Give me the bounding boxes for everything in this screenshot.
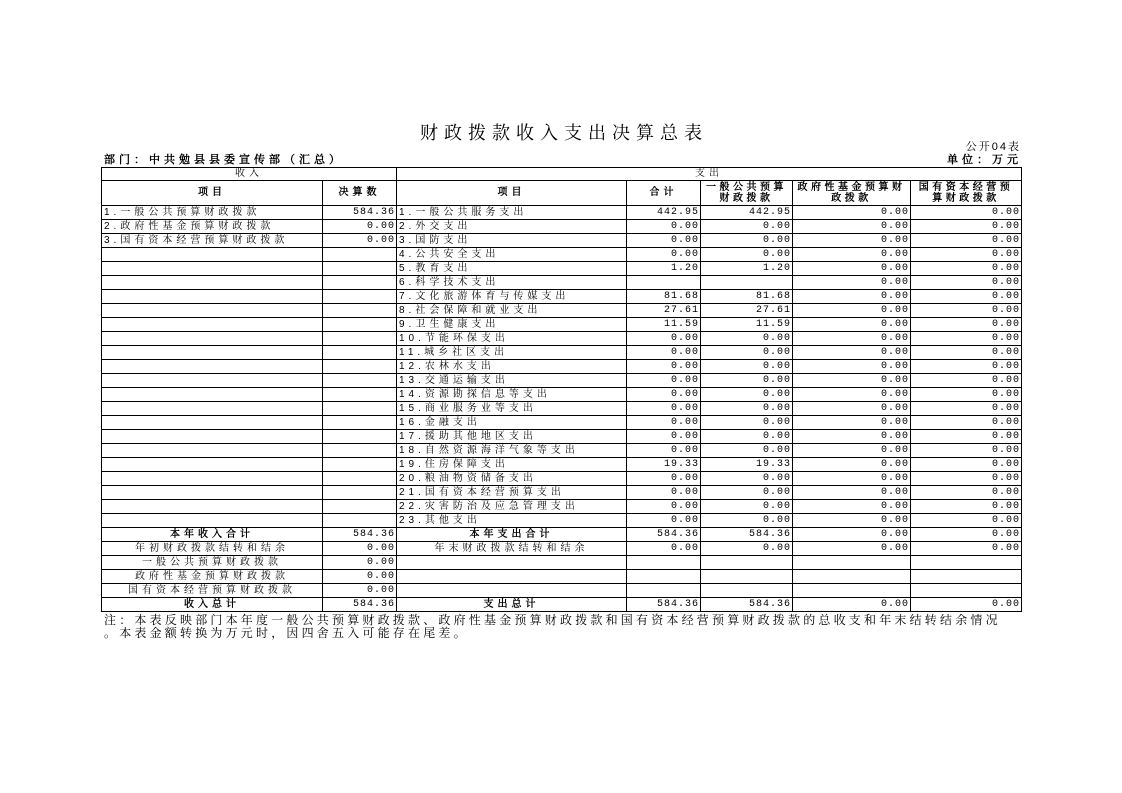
carryover-breakdown-row bbox=[102, 556, 1022, 570]
expense-fund-budget: 0.00 bbox=[793, 248, 911, 262]
expense-subtotal-general: 584.36 bbox=[701, 528, 793, 542]
expense-general-budget: 81.68 bbox=[701, 290, 793, 304]
expense-subtotal-total: 584.36 bbox=[627, 528, 701, 542]
expense-total: 0.00 bbox=[627, 430, 701, 444]
col-fund-budget bbox=[793, 181, 911, 206]
expense-general-budget: 0.00 bbox=[701, 234, 793, 248]
expense-total: 1.20 bbox=[627, 262, 701, 276]
income-item bbox=[102, 290, 323, 304]
expense-total: 0.00 bbox=[627, 388, 701, 402]
empty-cell bbox=[793, 556, 911, 570]
col-income-item: 项目 bbox=[102, 181, 323, 206]
grand-total-row bbox=[102, 598, 1022, 612]
expense-total: 0.00 bbox=[627, 402, 701, 416]
col-general-budget bbox=[701, 181, 793, 206]
income-item bbox=[102, 486, 323, 500]
income-amount bbox=[323, 402, 397, 416]
expense-general-budget bbox=[701, 276, 793, 290]
expense-state-capital-budget: 0.00 bbox=[911, 262, 1022, 276]
expense-state-capital-budget: 0.00 bbox=[911, 402, 1022, 416]
expense-grand-general: 584.36 bbox=[701, 598, 793, 612]
income-item bbox=[102, 430, 323, 444]
expense-general-budget: 1.20 bbox=[701, 262, 793, 276]
expense-fund-budget: 0.00 bbox=[793, 458, 911, 472]
income-amount bbox=[323, 486, 397, 500]
income-item bbox=[102, 304, 323, 318]
expense-general-budget: 0.00 bbox=[701, 346, 793, 360]
table-row bbox=[102, 220, 1022, 234]
expense-state-capital-budget: 0.00 bbox=[911, 500, 1022, 514]
empty-cell bbox=[793, 570, 911, 584]
income-total-amount: 584.36 bbox=[323, 598, 397, 612]
income-amount bbox=[323, 472, 397, 486]
income-item bbox=[102, 500, 323, 514]
expense-fund-budget: 0.00 bbox=[793, 206, 911, 220]
income-amount bbox=[323, 374, 397, 388]
footnote-line-2: 。本表金额转换为万元时，因四舍五入可能存在尾差。 bbox=[104, 626, 469, 640]
income-item bbox=[102, 346, 323, 360]
expense-item: 2.外交支出 bbox=[397, 220, 627, 234]
expense-subtotal-label: 本年支出合计 bbox=[397, 528, 627, 542]
expense-state-capital-budget: 0.00 bbox=[911, 346, 1022, 360]
income-item bbox=[102, 472, 323, 486]
income-item bbox=[102, 248, 323, 262]
income-amount bbox=[323, 416, 397, 430]
expense-fund-budget: 0.00 bbox=[793, 500, 911, 514]
col-total: 合计 bbox=[627, 181, 701, 206]
expense-state-capital-budget: 0.00 bbox=[911, 416, 1022, 430]
income-amount: 0.00 bbox=[323, 220, 397, 234]
expense-general-budget: 0.00 bbox=[701, 374, 793, 388]
expense-fund-budget: 0.00 bbox=[793, 220, 911, 234]
carryover-breakdown-label: 一般公共预算财政拨款 bbox=[102, 556, 323, 570]
table-row bbox=[102, 206, 1022, 220]
col-income-amount: 决算数 bbox=[323, 181, 397, 206]
empty-cell bbox=[701, 584, 793, 598]
expense-state-capital-budget: 0.00 bbox=[911, 360, 1022, 374]
table-row bbox=[102, 248, 1022, 262]
income-amount bbox=[323, 290, 397, 304]
expense-carryover-capital: 0.00 bbox=[911, 542, 1022, 556]
income-item bbox=[102, 318, 323, 332]
expense-state-capital-budget: 0.00 bbox=[911, 332, 1022, 346]
table-row bbox=[102, 402, 1022, 416]
expense-state-capital-budget: 0.00 bbox=[911, 248, 1022, 262]
expense-total: 0.00 bbox=[627, 416, 701, 430]
carryover-breakdown-amount: 0.00 bbox=[323, 584, 397, 598]
table-row bbox=[102, 500, 1022, 514]
expense-general-budget: 0.00 bbox=[701, 220, 793, 234]
expense-state-capital-budget: 0.00 bbox=[911, 388, 1022, 402]
carryover-breakdown-label: 政府性基金预算财政拨款 bbox=[102, 570, 323, 584]
expense-general-budget: 27.61 bbox=[701, 304, 793, 318]
expense-item: 3.国防支出 bbox=[397, 234, 627, 248]
income-amount bbox=[323, 248, 397, 262]
table-row bbox=[102, 360, 1022, 374]
expense-item: 6.科学技术支出 bbox=[397, 276, 627, 290]
income-item bbox=[102, 332, 323, 346]
expense-state-capital-budget: 0.00 bbox=[911, 430, 1022, 444]
expense-grand-capital: 0.00 bbox=[911, 598, 1022, 612]
expense-general-budget: 0.00 bbox=[701, 444, 793, 458]
expense-fund-budget: 0.00 bbox=[793, 416, 911, 430]
income-amount bbox=[323, 276, 397, 290]
income-item bbox=[102, 374, 323, 388]
expense-total: 0.00 bbox=[627, 360, 701, 374]
expense-general-budget: 442.95 bbox=[701, 206, 793, 220]
empty-cell bbox=[911, 570, 1022, 584]
expense-fund-budget: 0.00 bbox=[793, 472, 911, 486]
income-item bbox=[102, 458, 323, 472]
expense-total: 0.00 bbox=[627, 234, 701, 248]
expense-item: 19.住房保障支出 bbox=[397, 458, 627, 472]
expense-fund-budget: 0.00 bbox=[793, 276, 911, 290]
expense-general-budget: 0.00 bbox=[701, 248, 793, 262]
expense-fund-budget: 0.00 bbox=[793, 332, 911, 346]
carryover-breakdown-row bbox=[102, 570, 1022, 584]
expense-state-capital-budget: 0.00 bbox=[911, 486, 1022, 500]
income-amount bbox=[323, 332, 397, 346]
expense-fund-budget: 0.00 bbox=[793, 304, 911, 318]
expense-item: 20.粮油物资储备支出 bbox=[397, 472, 627, 486]
expense-total: 81.68 bbox=[627, 290, 701, 304]
expense-total: 0.00 bbox=[627, 444, 701, 458]
table-row bbox=[102, 374, 1022, 388]
expense-item: 15.商业服务业等支出 bbox=[397, 402, 627, 416]
expense-fund-budget: 0.00 bbox=[793, 262, 911, 276]
expense-total: 0.00 bbox=[627, 500, 701, 514]
header-row-columns bbox=[102, 181, 1022, 206]
expense-item: 12.农林水支出 bbox=[397, 360, 627, 374]
table-row bbox=[102, 472, 1022, 486]
income-item bbox=[102, 402, 323, 416]
carryover-breakdown-amount: 0.00 bbox=[323, 570, 397, 584]
table-row bbox=[102, 514, 1022, 528]
empty-cell bbox=[627, 556, 701, 570]
table-row bbox=[102, 346, 1022, 360]
income-item: 1.一般公共预算财政拨款 bbox=[102, 206, 323, 220]
income-total-label: 收入总计 bbox=[102, 598, 323, 612]
expense-item: 23.其他支出 bbox=[397, 514, 627, 528]
carryover-breakdown-row bbox=[102, 584, 1022, 598]
carryover-row bbox=[102, 542, 1022, 556]
income-item bbox=[102, 388, 323, 402]
expense-fund-budget: 0.00 bbox=[793, 430, 911, 444]
table-row bbox=[102, 276, 1022, 290]
empty-cell bbox=[911, 556, 1022, 570]
income-item: 2.政府性基金预算财政拨款 bbox=[102, 220, 323, 234]
col-state-capital-budget-line: 国有资本经营预 bbox=[918, 182, 1014, 193]
page-title: 财政拨款收入支出决算总表 bbox=[420, 123, 708, 143]
income-item bbox=[102, 262, 323, 276]
subtotal-row bbox=[102, 528, 1022, 542]
expense-state-capital-budget: 0.00 bbox=[911, 220, 1022, 234]
income-amount bbox=[323, 318, 397, 332]
income-amount bbox=[323, 346, 397, 360]
unit-label: 单位：万元 bbox=[947, 154, 1022, 166]
expense-grand-fund: 0.00 bbox=[793, 598, 911, 612]
expense-total: 0.00 bbox=[627, 332, 701, 346]
col-general-budget-line: 财政拨款 bbox=[719, 193, 774, 204]
expense-fund-budget: 0.00 bbox=[793, 346, 911, 360]
expense-subtotal-fund: 0.00 bbox=[793, 528, 911, 542]
expense-total: 0.00 bbox=[627, 374, 701, 388]
income-subtotal-amount: 584.36 bbox=[323, 528, 397, 542]
income-amount bbox=[323, 360, 397, 374]
expense-general-budget: 0.00 bbox=[701, 360, 793, 374]
expense-total: 19.33 bbox=[627, 458, 701, 472]
expense-state-capital-budget: 0.00 bbox=[911, 304, 1022, 318]
empty-cell bbox=[701, 556, 793, 570]
expense-state-capital-budget: 0.00 bbox=[911, 444, 1022, 458]
expense-total: 11.59 bbox=[627, 318, 701, 332]
income-amount bbox=[323, 388, 397, 402]
empty-cell bbox=[627, 584, 701, 598]
expense-total: 0.00 bbox=[627, 514, 701, 528]
income-carryover-amount: 0.00 bbox=[323, 542, 397, 556]
col-general-budget-line: 一般公共预算 bbox=[706, 182, 787, 193]
income-item bbox=[102, 416, 323, 430]
department-label: 部门：中共勉县县委宣传部（汇总） bbox=[104, 154, 344, 166]
expense-state-capital-budget: 0.00 bbox=[911, 234, 1022, 248]
expense-total: 0.00 bbox=[627, 248, 701, 262]
expense-fund-budget: 0.00 bbox=[793, 234, 911, 248]
expense-item: 1.一般公共服务支出 bbox=[397, 206, 627, 220]
expense-item: 21.国有资本经营预算支出 bbox=[397, 486, 627, 500]
income-amount bbox=[323, 304, 397, 318]
expense-item: 9.卫生健康支出 bbox=[397, 318, 627, 332]
expense-general-budget: 0.00 bbox=[701, 388, 793, 402]
table-row bbox=[102, 486, 1022, 500]
expense-fund-budget: 0.00 bbox=[793, 374, 911, 388]
expense-total: 0.00 bbox=[627, 472, 701, 486]
expense-state-capital-budget: 0.00 bbox=[911, 514, 1022, 528]
income-amount bbox=[323, 458, 397, 472]
expense-item: 10.节能环保支出 bbox=[397, 332, 627, 346]
col-expense-item: 项目 bbox=[397, 181, 627, 206]
empty-cell bbox=[397, 570, 627, 584]
expense-general-budget: 0.00 bbox=[701, 486, 793, 500]
table-row bbox=[102, 304, 1022, 318]
expense-state-capital-budget: 0.00 bbox=[911, 290, 1022, 304]
empty-cell bbox=[793, 584, 911, 598]
table-row bbox=[102, 444, 1022, 458]
expense-general-budget: 11.59 bbox=[701, 318, 793, 332]
expense-item: 5.教育支出 bbox=[397, 262, 627, 276]
expense-item: 18.自然资源海洋气象等支出 bbox=[397, 444, 627, 458]
expense-fund-budget: 0.00 bbox=[793, 486, 911, 500]
expense-grand-total: 584.36 bbox=[627, 598, 701, 612]
expense-fund-budget: 0.00 bbox=[793, 318, 911, 332]
income-item: 3.国有资本经营预算财政拨款 bbox=[102, 234, 323, 248]
empty-cell bbox=[701, 570, 793, 584]
expense-item: 16.金融支出 bbox=[397, 416, 627, 430]
col-fund-budget-line: 政府性基金预算财 bbox=[797, 182, 906, 193]
expense-general-budget: 0.00 bbox=[701, 416, 793, 430]
income-item bbox=[102, 276, 323, 290]
expense-item: 14.资源勘探信息等支出 bbox=[397, 388, 627, 402]
col-state-capital-budget-line: 算财政拨款 bbox=[932, 193, 1000, 204]
expense-fund-budget: 0.00 bbox=[793, 360, 911, 374]
table-row bbox=[102, 290, 1022, 304]
expense-carryover-total: 0.00 bbox=[627, 542, 701, 556]
expense-total: 442.95 bbox=[627, 206, 701, 220]
expense-total: 0.00 bbox=[627, 220, 701, 234]
carryover-breakdown-amount: 0.00 bbox=[323, 556, 397, 570]
expense-carryover-general: 0.00 bbox=[701, 542, 793, 556]
table-row bbox=[102, 332, 1022, 346]
empty-cell bbox=[397, 556, 627, 570]
expense-state-capital-budget: 0.00 bbox=[911, 206, 1022, 220]
budget-table bbox=[101, 167, 1022, 612]
expense-item: 8.社会保障和就业支出 bbox=[397, 304, 627, 318]
expense-item: 13.交通运输支出 bbox=[397, 374, 627, 388]
expense-state-capital-budget: 0.00 bbox=[911, 472, 1022, 486]
expense-fund-budget: 0.00 bbox=[793, 290, 911, 304]
expense-item: 22.灾害防治及应急管理支出 bbox=[397, 500, 627, 514]
expense-item: 17.援助其他地区支出 bbox=[397, 430, 627, 444]
col-fund-budget-line: 政拨款 bbox=[831, 193, 872, 204]
expense-general-budget: 0.00 bbox=[701, 402, 793, 416]
expense-state-capital-budget: 0.00 bbox=[911, 458, 1022, 472]
expense-subtotal-capital: 0.00 bbox=[911, 528, 1022, 542]
expense-state-capital-budget: 0.00 bbox=[911, 318, 1022, 332]
table-row bbox=[102, 416, 1022, 430]
table-row bbox=[102, 430, 1022, 444]
expense-total bbox=[627, 276, 701, 290]
expense-general-budget: 0.00 bbox=[701, 430, 793, 444]
expense-total: 27.61 bbox=[627, 304, 701, 318]
table-row bbox=[102, 318, 1022, 332]
expense-total: 0.00 bbox=[627, 346, 701, 360]
carryover-breakdown-label: 国有资本经营预算财政拨款 bbox=[102, 584, 323, 598]
expense-carryover-label: 年末财政拨款结转和结余 bbox=[397, 542, 627, 556]
expense-general-budget: 0.00 bbox=[701, 332, 793, 346]
expense-total-label: 支出总计 bbox=[397, 598, 627, 612]
table-row bbox=[102, 388, 1022, 402]
expense-fund-budget: 0.00 bbox=[793, 388, 911, 402]
income-item bbox=[102, 444, 323, 458]
expense-state-capital-budget: 0.00 bbox=[911, 374, 1022, 388]
expense-item: 4.公共安全支出 bbox=[397, 248, 627, 262]
table-row bbox=[102, 262, 1022, 276]
form-code: 公开04表 bbox=[965, 141, 1021, 153]
col-state-capital-budget bbox=[911, 181, 1022, 206]
income-carryover-label: 年初财政拨款结转和结余 bbox=[102, 542, 323, 556]
expense-total: 0.00 bbox=[627, 486, 701, 500]
expense-fund-budget: 0.00 bbox=[793, 402, 911, 416]
income-item bbox=[102, 514, 323, 528]
income-amount bbox=[323, 262, 397, 276]
income-amount: 584.36 bbox=[323, 206, 397, 220]
footnote-line-1: 注：本表反映部门本年度一般公共预算财政拨款、政府性基金预算财政拨款和国有资本经营预算财政拨款的总收支和年末结转结余情况 bbox=[104, 613, 1001, 627]
income-subtotal-label: 本年收入合计 bbox=[102, 528, 323, 542]
expense-carryover-fund: 0.00 bbox=[793, 542, 911, 556]
expense-general-budget: 0.00 bbox=[701, 514, 793, 528]
expense-item: 11.城乡社区支出 bbox=[397, 346, 627, 360]
expense-item: 7.文化旅游体育与传媒支出 bbox=[397, 290, 627, 304]
expense-general-budget: 0.00 bbox=[701, 472, 793, 486]
empty-cell bbox=[627, 570, 701, 584]
income-amount bbox=[323, 500, 397, 514]
expense-fund-budget: 0.00 bbox=[793, 514, 911, 528]
income-item bbox=[102, 360, 323, 374]
income-amount bbox=[323, 430, 397, 444]
expense-state-capital-budget: 0.00 bbox=[911, 276, 1022, 290]
expense-general-budget: 19.33 bbox=[701, 458, 793, 472]
income-amount bbox=[323, 444, 397, 458]
empty-cell bbox=[911, 584, 1022, 598]
table-row bbox=[102, 458, 1022, 472]
header-row-groups bbox=[102, 168, 1022, 181]
empty-cell bbox=[397, 584, 627, 598]
expense-general-budget: 0.00 bbox=[701, 500, 793, 514]
expense-header: 支出 bbox=[397, 168, 1022, 181]
income-amount bbox=[323, 514, 397, 528]
income-amount: 0.00 bbox=[323, 234, 397, 248]
expense-fund-budget: 0.00 bbox=[793, 444, 911, 458]
income-header: 收入 bbox=[102, 168, 397, 181]
table-row bbox=[102, 234, 1022, 248]
